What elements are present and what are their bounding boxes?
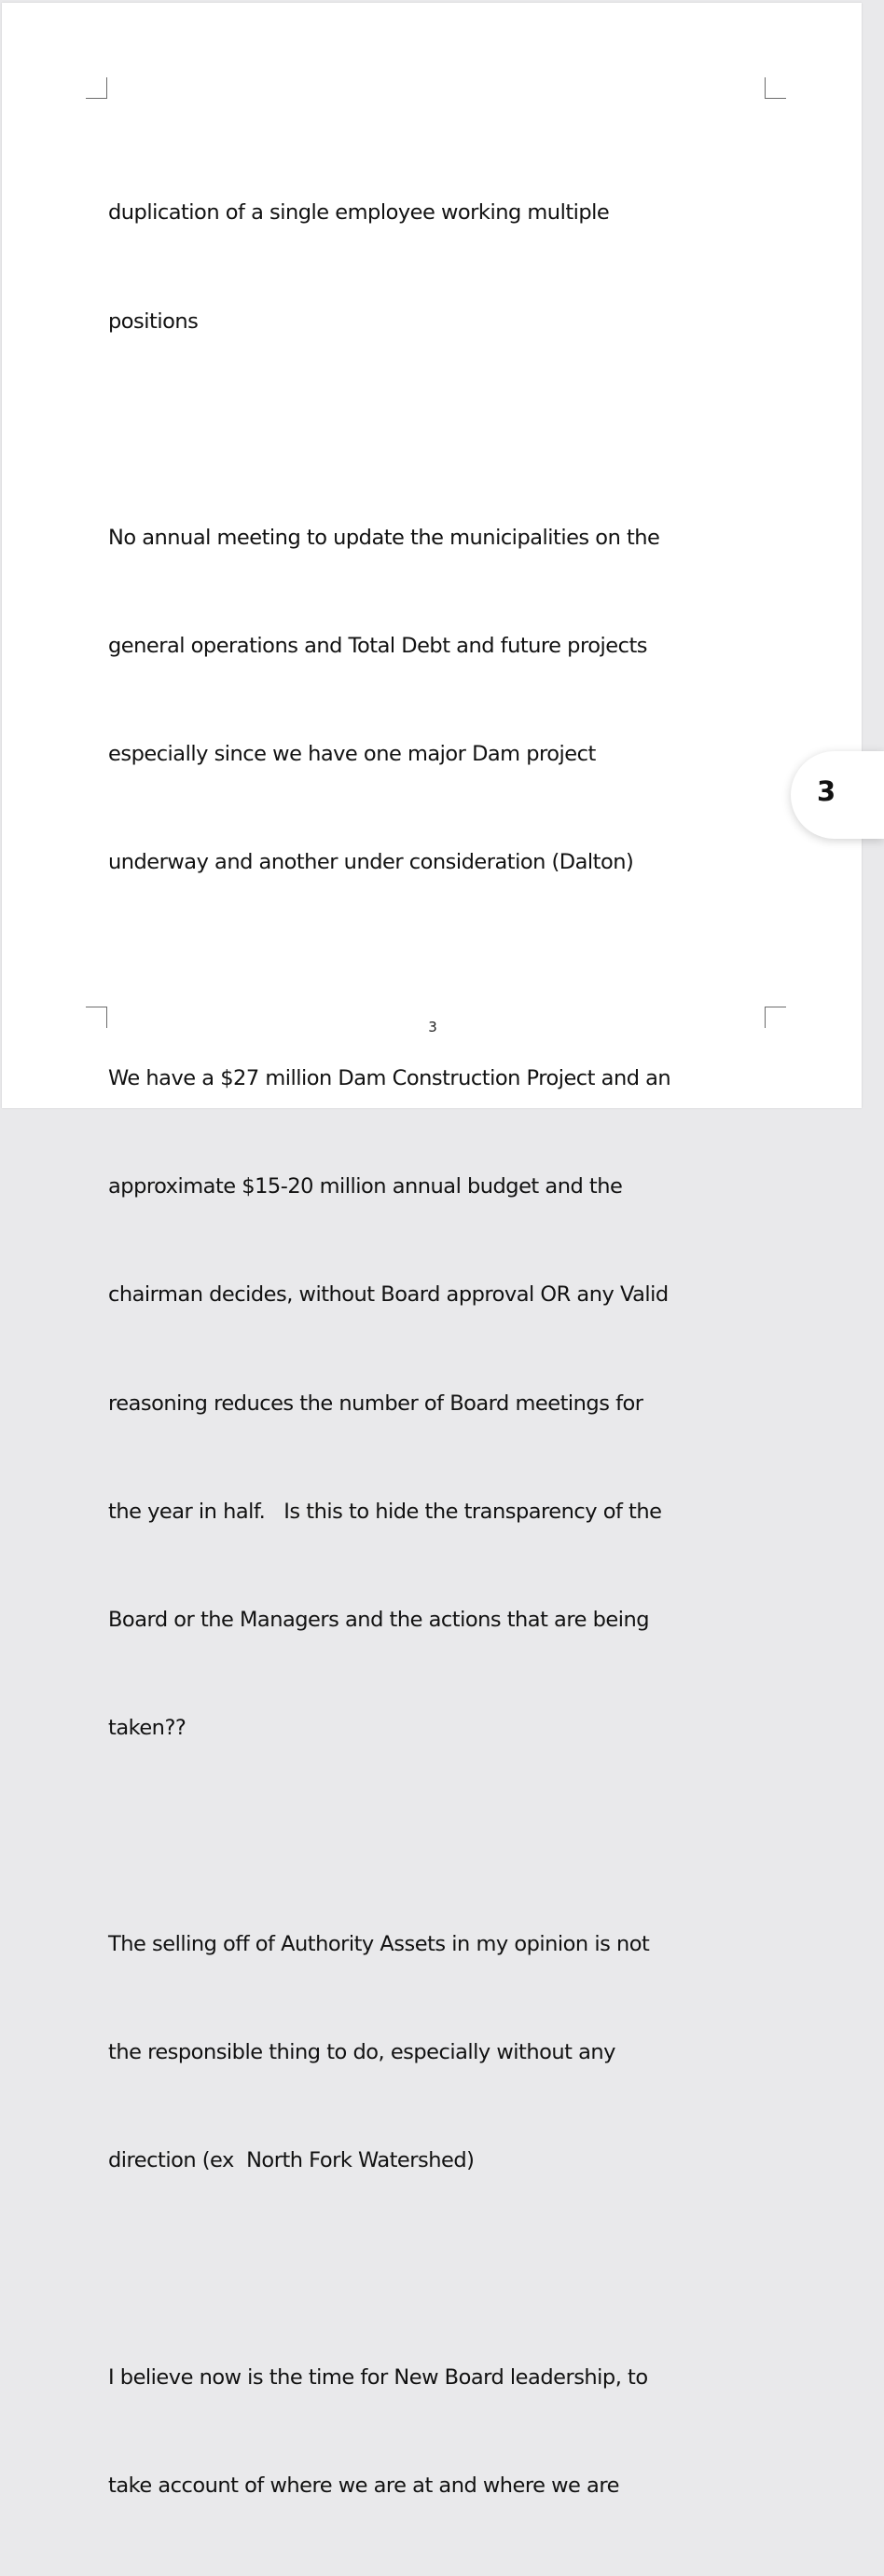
- text-line: reasoning reduces the number of Board meetings for: [108, 1391, 643, 1416]
- text-line: The selling off of Authority Assets in my opinion is not: [108, 1932, 650, 1957]
- text-line: the responsible thing to do, especially without any: [108, 2040, 615, 2065]
- document-page: [2, 3, 862, 2498]
- text-line: positions: [108, 308, 199, 334]
- text-line: general operations and Total Debt and future projects: [108, 633, 647, 658]
- paragraph-1: [108, 123, 761, 412]
- text-line: approximate $15-20 million annual budget and the: [108, 1174, 623, 1199]
- crop-mark-top-right: [765, 77, 786, 99]
- paragraph-4: [108, 1855, 761, 2252]
- document-body: [108, 123, 761, 2576]
- text-line: Board or the Managers and the actions that are being: [108, 1607, 650, 1632]
- text-line: the year in half. Is this to hide the transparency of the: [108, 1499, 662, 1524]
- page-indicator-label: 3: [817, 775, 836, 807]
- text-line: I believe now is the time for New Board leadership, to: [108, 2364, 648, 2390]
- text-line: take account of where we are at and where we are: [108, 2473, 619, 2498]
- paragraph-5: [108, 2287, 761, 2576]
- text-line: taken??: [108, 1715, 186, 1740]
- text-line: No annual meeting to update the municipalities on the: [108, 525, 660, 550]
- paragraph-2: [108, 447, 761, 952]
- text-line: direction (ex North Fork Watershed): [108, 2148, 475, 2173]
- text-line: chairman decides, without Board approval OR any Valid: [108, 1282, 669, 1308]
- text-line: especially since we have one major Dam project: [108, 741, 596, 766]
- text-line: We have a $27 million Dam Construction Project and an: [108, 1066, 671, 1091]
- page-number: 3: [428, 1019, 437, 1035]
- paragraph-3: [108, 989, 761, 1818]
- page-indicator-badge[interactable]: [791, 751, 884, 839]
- crop-mark-top-left: [86, 77, 107, 99]
- text-line: underway and another under consideration (Dalton): [108, 850, 634, 875]
- text-line: duplication of a single employee working multiple: [108, 200, 610, 226]
